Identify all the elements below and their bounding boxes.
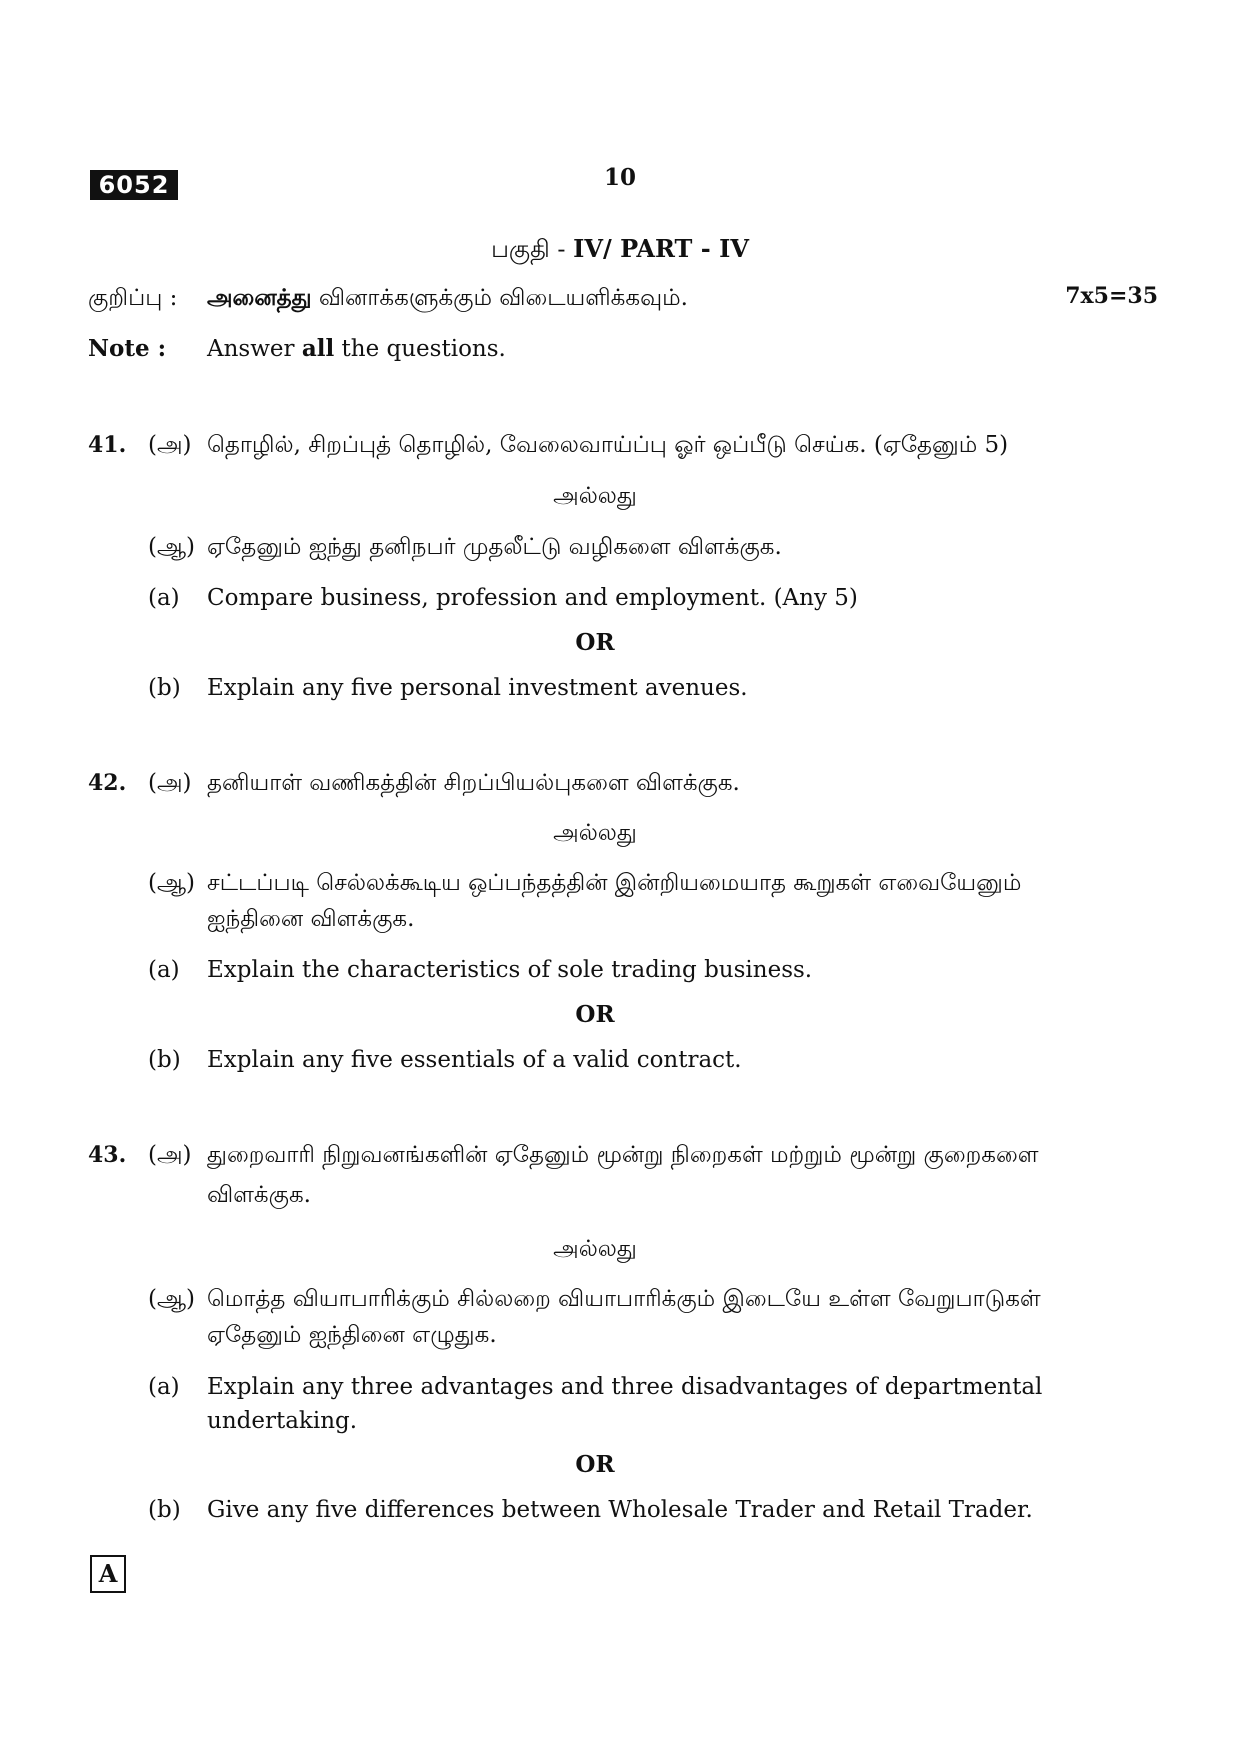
question-42-english-a [0,955,1240,985]
question-41-english-b [0,673,1240,703]
question-number: 41. [88,432,127,458]
note-tamil-row [0,283,1240,313]
version-letter-box: A [90,1555,126,1593]
option-text: Explain any three advantages and three disadvantages of departmental [207,1374,1043,1400]
option-text: Explain any five essentials of a valid contract. [207,1047,742,1073]
option-text-line-2: விளக்குக. [207,1182,311,1208]
question-43-tamil-b [0,1284,1240,1354]
option-label: (a) [148,1374,180,1400]
note-english-bold: all [301,335,335,362]
note-tamil-text [207,283,688,313]
option-label: (b) [148,1047,181,1073]
option-label: (a) [148,585,180,611]
note-english-text [207,334,506,364]
or-tamil: அல்லது [553,820,637,846]
or-tamil: அல்லது [553,1236,637,1262]
question-42-tamil-a [0,768,1240,798]
question-43-english-a [0,1372,1240,1438]
part-heading [0,234,1240,266]
or-english: OR [575,629,615,656]
page-number: 10 [603,164,636,191]
or-english: OR [575,1451,615,1478]
question-number: 42. [88,770,127,796]
option-label: (ஆ) [148,1286,196,1312]
option-text: சட்டப்படி செல்லக்கூடிய ஒப்பந்தத்தின் இன்றியமையாத கூறுகள் எவையேனும் [207,870,1022,896]
option-label: (அ) [148,770,192,796]
option-label: (ஆ) [148,870,196,896]
note-tamil-bold: அனைத்து [207,284,312,311]
part-heading-tamil: பகுதி - [491,235,574,263]
option-text-line-2: ஐந்தினை விளக்குக. [207,906,415,932]
option-text: ஏதேனும் ஐந்து தனிநபர் முதலீட்டு வழிகளை விளக்குக. [207,534,782,560]
note-tamil-label: குறிப்பு : [88,285,178,311]
option-text-line-2: undertaking. [207,1408,358,1434]
question-43-tamil-a [0,1140,1240,1210]
question-number: 43. [88,1142,127,1168]
question-42-tamil-b [0,868,1240,938]
note-english-pre: Answer [207,336,302,362]
part-heading-english: IV/ PART - IV [573,234,749,263]
question-41-tamil-b [0,532,1240,562]
option-text: மொத்த வியாபாரிக்கும் சில்லறை வியாபாரிக்கும் இடையே உள்ள வேறுபாடுகள் [207,1286,1041,1312]
note-tamil-rest: வினாக்களுக்கும் விடையளிக்கவும். [311,285,688,311]
or-tamil: அல்லது [553,483,637,509]
option-text: தொழில், சிறப்புத் தொழில், வேலைவாய்ப்பு ஓர் ஒப்பீடு செய்க. (ஏதேனும் 5) [207,432,1009,458]
question-41-tamil-a [0,430,1240,460]
question-42-english-b [0,1045,1240,1075]
option-text: Explain the characteristics of sole trading business. [207,957,813,983]
option-label: (b) [148,1497,181,1523]
option-text: Give any five differences between Wholesale Trader and Retail Trader. [207,1497,1033,1523]
option-text: Compare business, profession and employment. (Any 5) [207,585,858,611]
option-label: (அ) [148,432,192,458]
paper-code-badge: 6052 [90,170,178,200]
question-43-english-b [0,1495,1240,1525]
option-text-line-2: ஏதேனும் ஐந்தினை எழுதுக. [207,1322,497,1348]
option-text: Explain any five personal investment avenues. [207,675,748,701]
option-label: (ஆ) [148,534,196,560]
marks-allocation: 7x5=35 [1065,283,1158,309]
option-label: (அ) [148,1142,192,1168]
note-english-row [0,334,1240,364]
note-english-label: Note : [88,335,167,362]
option-text: தனியாள் வணிகத்தின் சிறப்பியல்புகளை விளக்குக. [207,770,740,796]
option-text: துறைவாரி நிறுவனங்களின் ஏதேனும் மூன்று நிறைகள் மற்றும் மூன்று குறைகளை [207,1142,1039,1168]
option-label: (a) [148,957,180,983]
note-english-post: the questions. [334,336,506,362]
option-label: (b) [148,675,181,701]
or-english: OR [575,1001,615,1028]
question-41-english-a [0,583,1240,613]
